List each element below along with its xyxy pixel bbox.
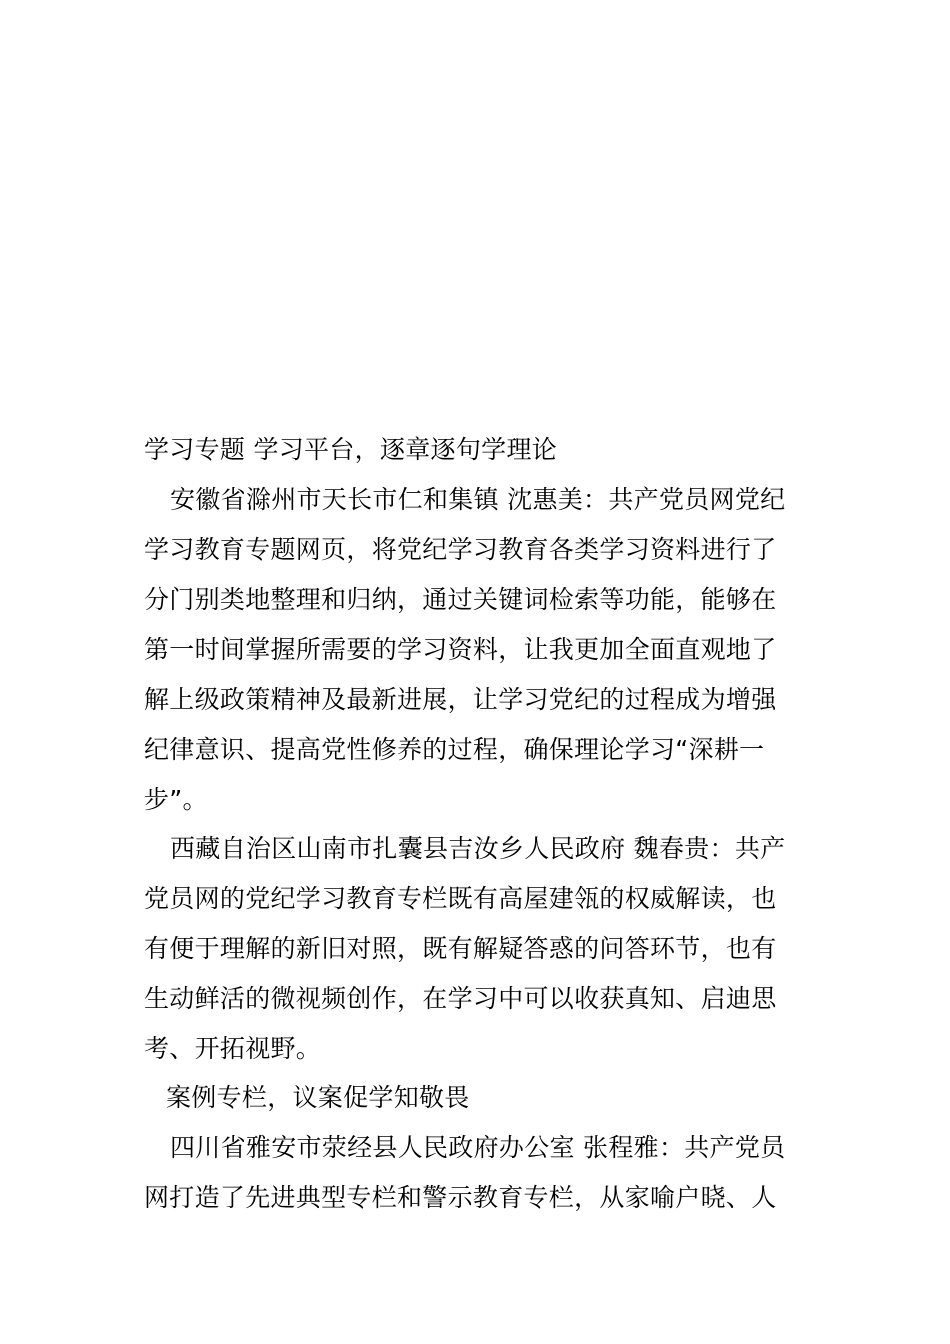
paragraph-line: 党员网的党纪学习教育专栏既有高屋建瓴的权威解读，也: [144, 884, 777, 913]
paragraph-line: 生动鲜活的微视频创作，在学习中可以收获真知、启迪思: [144, 984, 777, 1013]
section-heading-case-column: 案例专栏，议案促学知敬畏: [166, 1083, 470, 1112]
paragraph-line: 西藏自治区山南市扎囊县吉汝乡人民政府 魏春贵：共产: [170, 834, 786, 863]
paragraph-line: 学习教育专题网页，将党纪学习教育各类学习资料进行了: [144, 535, 777, 564]
paragraph-line: 网打造了先进典型专栏和警示教育专栏，从家喻户晓、人: [144, 1183, 777, 1212]
paragraph-line: 第一时间掌握所需要的学习资料，让我更加全面直观地了: [144, 635, 777, 664]
paragraph-line: 考、开拓视野。: [144, 1034, 322, 1063]
paragraph-line: 安徽省滁州市天长市仁和集镇 沈惠美：共产党员网党纪: [170, 485, 786, 514]
section-heading-study-topic: 学习专题 学习平台，逐章逐句学理论: [144, 435, 558, 464]
paragraph-line: 解上级政策精神及最新进展，让学习党纪的过程成为增强: [144, 685, 777, 714]
paragraph-line: 四川省雅安市荥经县人民政府办公室 张程雅：共产党员: [170, 1133, 786, 1162]
paragraph-line: 分门别类地整理和归纳，通过关键词检索等功能，能够在: [144, 585, 777, 614]
paragraph-line: 有便于理解的新旧对照，既有解疑答惑的问答环节，也有: [144, 934, 777, 963]
paragraph-line: 纪律意识、提高党性修养的过程，确保理论学习“深耕一: [144, 735, 765, 764]
paragraph-line: 步”。: [144, 785, 208, 814]
